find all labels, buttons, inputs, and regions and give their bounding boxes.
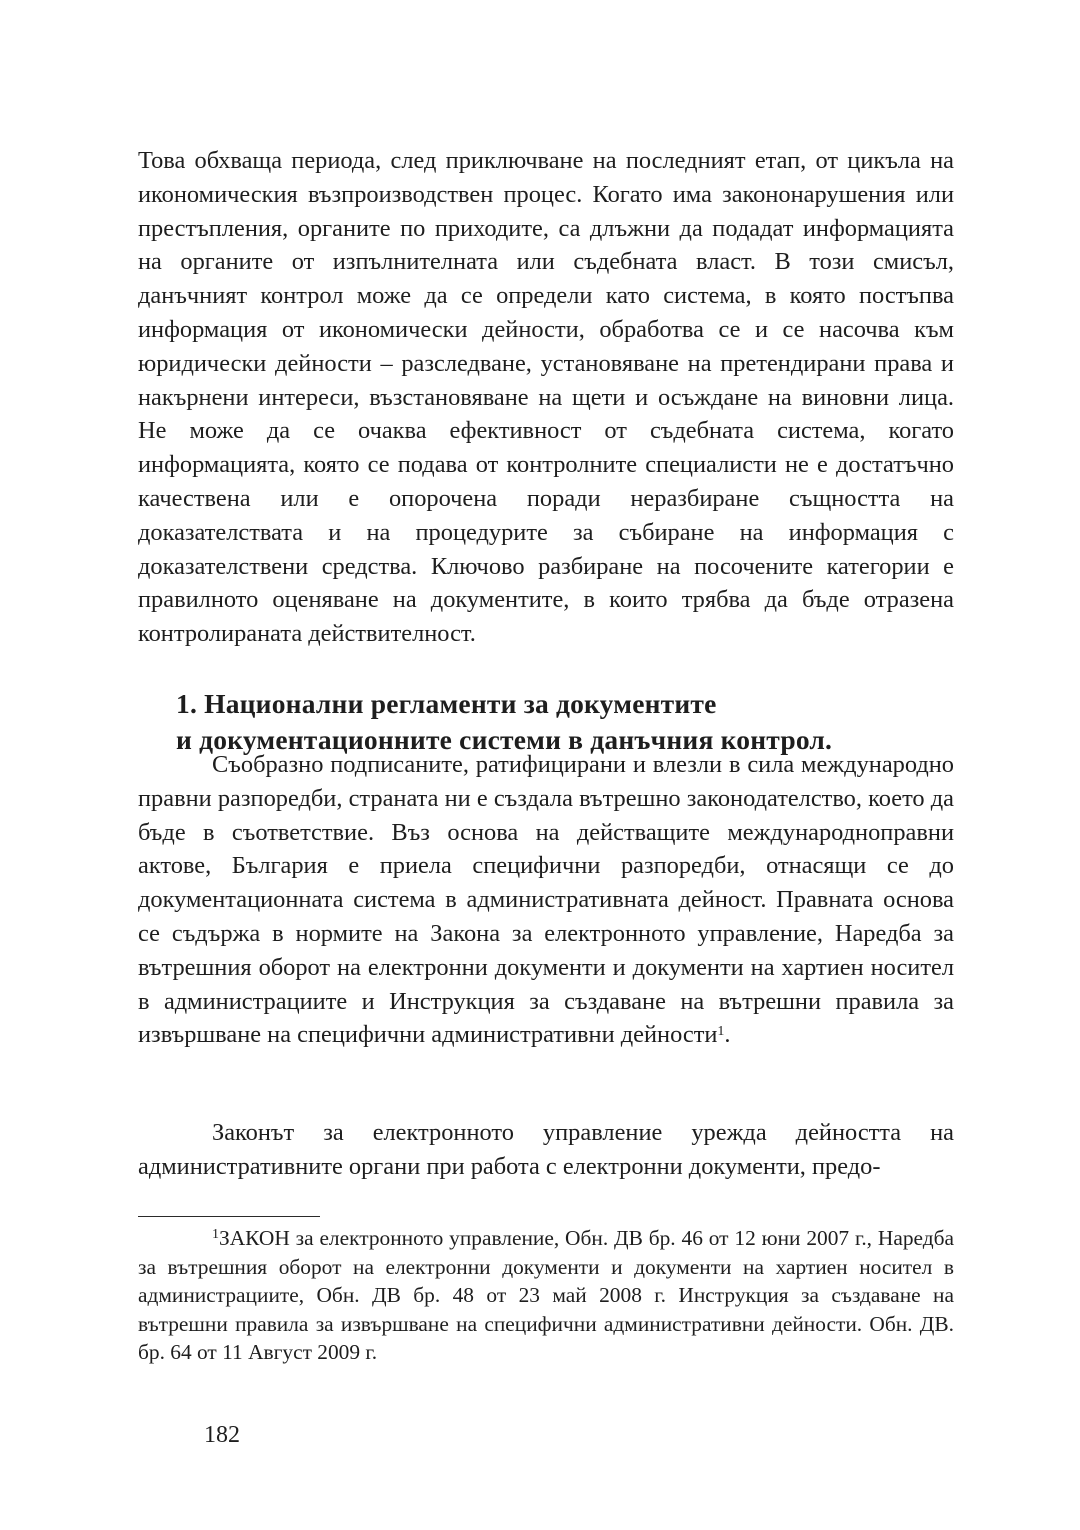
body-paragraph-regulations-end: .: [724, 1021, 731, 1049]
footnote-number: 1: [212, 1227, 219, 1242]
body-paragraph-tax-control: Това обхваща периода, след приключване на последният етап, от цикъла на икономическия възпроизводствен процес. Когато има закононарушения или престъпления, органите по приходите, са длъжни да подадат информацията на органите от изпълнителната или съдебната власт. В този смисъл, данъчният контрол може да се определи като система, в която постъпва информация от икономически дейности, обработва се и се насочва към юридически дейности – разследване, установяване на претендирани права и накърнени интереси, възстановяване на щети и осъждане на виновни лица. Не може да се очаква ефективност от съдебната система, когато информацията, която се подава от контролните специалисти не е достатъчно качествена или е опорочена поради неразбиране същността на доказателствата и на процедурите за събиране на информация с доказателствени средства. Ключово разбиране на посочените категории е правилното оценяване на документите, в които трябва да бъде отразена контролираната действителност.: [138, 147, 954, 648]
page-number: 182: [204, 1422, 240, 1448]
section-heading-line-1: 1. Национални регламенти за документите: [176, 688, 717, 719]
body-paragraph-regulations: [138, 748, 954, 1052]
footnote: [138, 1224, 954, 1367]
section-heading-line-2: и документационните системи в данъчния контрол.: [176, 724, 833, 755]
footnote-text: ЗАКОН за електронното управление, Обн. ДВ бр. 46 от 12 юни 2007 г., Наредба за вътрешния оборот на електронни документи и документи на хартиен носител в администрациите, Обн. ДВ бр. 48 от 23 май 2008 г. Инструкция за създаване на вътрешни правила за извършване на специфични административни дейности. Обн. ДВ. бр. 64 от 11 Август 2009 г.: [138, 1226, 954, 1364]
body-paragraph-regulations-text: Съобразно подписаните, ратифицирани и влезли в сила международно правни разпоредби, страната ни е създала вътрешно законодателство, което да бъде в съответствие. Въз основа на действащите международноправни актове, България е приела специфични разпоредби, отнасящи се до документационната система в административната дейност. Правната основа се съдържа в нормите на Закона за електронното управление, Наредба за вътрешния оборот на електронни документи и документи на хартиен носител в администрациите и Инструкция за създаване на вътрешни правила за извършване на специфични административни дейности: [138, 751, 954, 1049]
footnote-reference[interactable]: 1: [717, 1024, 725, 1040]
footnote-separator: [138, 1216, 320, 1217]
body-paragraph-e-government-law: Законът за електронното управление урежда дейността на административните органи при работа с електронни документи, предо-: [138, 1119, 954, 1180]
